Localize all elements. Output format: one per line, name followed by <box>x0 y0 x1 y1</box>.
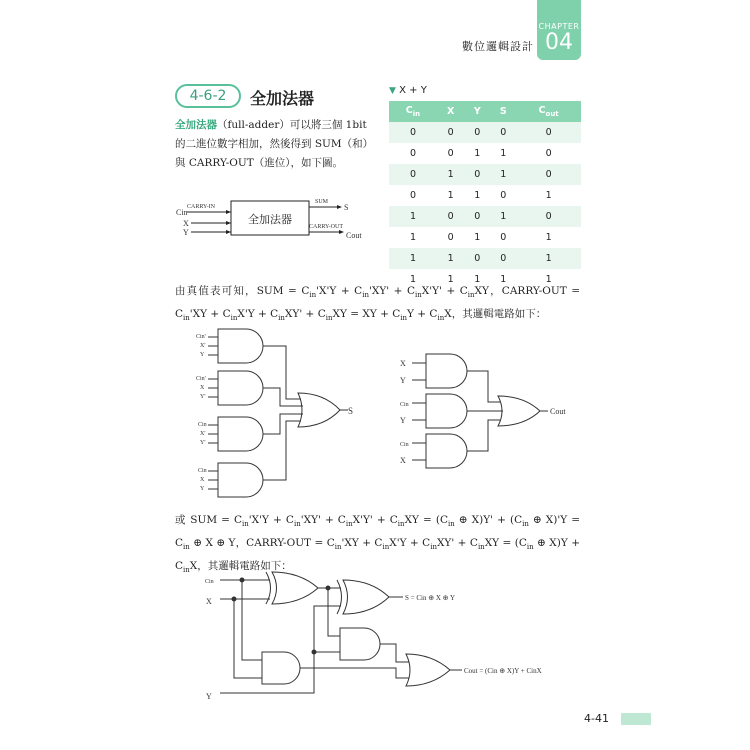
table-row: 0 1 1 0 1 <box>389 185 581 206</box>
header-cin: $C_{in}$ <box>389 101 437 122</box>
c3-x-label: X <box>206 597 212 606</box>
sum-output-label: S <box>348 406 354 416</box>
svg-text:Y: Y <box>400 416 406 425</box>
and-gate-cin-y <box>400 394 467 428</box>
running-header-title: 數位邏輯設計 <box>462 40 534 53</box>
header-x: X <box>437 101 464 122</box>
carry-out-label: CARRY-OUT <box>309 224 344 230</box>
table-row: 0 1 0 1 0 <box>389 164 581 185</box>
and-gate-3 <box>198 417 263 451</box>
table-row: 0 0 0 0 0 <box>389 122 581 143</box>
svg-text:X: X <box>200 477 205 483</box>
chapter-tab <box>537 0 581 60</box>
s-label: S <box>344 203 349 212</box>
section-title: 全加法器 <box>250 89 315 108</box>
svg-text:Y': Y' <box>200 394 206 400</box>
section-number: 4-6-2 <box>175 84 241 108</box>
and-gate-cin-x <box>400 434 467 468</box>
full-adder-block-diagram <box>175 195 375 247</box>
and-gate-a <box>340 628 380 660</box>
svg-text:X': X' <box>200 431 206 437</box>
header-s: S <box>490 101 516 122</box>
cout-label: Cout <box>346 231 362 240</box>
carry-in-label: CARRY-IN <box>187 204 216 210</box>
svg-text:Cin: Cin <box>198 422 207 428</box>
and-gate-4 <box>198 463 263 497</box>
chapter-number: 04 <box>545 30 573 55</box>
or-gate-sum <box>298 393 340 427</box>
table-row: 1 0 0 1 0 <box>389 206 581 227</box>
sum-label: SUM <box>315 199 329 205</box>
paragraph-xor-equation: 或 SUM = $C_{in}'X'Y + C_{in}'XY' + C_{in}X'Y' + C_{in}XY = (C_{in}$ ⊕ $X)Y' + (C_{in}$ ⊕ $X)'Y = C_{in}$ ⊕ X ⊕ Y，CARRY-OUT = $C_{in}'XY + C_{in}X'Y + C_{in}XY' + C_{in}XY = (C_{in}$ ⊕ $X)Y + C_{in}X$，其邏輯電路如下： <box>175 514 581 575</box>
s-output-label: S = Cin ⊕ X ⊕ Y <box>405 594 456 602</box>
paragraph-sum-equation: 由真值表可知，SUM = $C_{in}'X'Y + C_{in}'XY' + C_{in}X'Y' + C_{in}XY$，CARRY-OUT = $C_{in}'XY + C_{in}X'Y + C_{in}XY' + C_{in}XY$ = XY + $C_{in}Y + C_{in}X$，其邏輯電路如下： <box>175 285 581 323</box>
chapter-word: CHAPTER <box>538 22 580 31</box>
svg-text:X': X' <box>200 343 206 349</box>
cin-label: Cin <box>176 208 188 217</box>
svg-text:Y: Y <box>200 486 205 492</box>
carry-circuit-diagram <box>398 350 578 470</box>
xor-gate-1 <box>266 572 318 604</box>
svg-text:Y: Y <box>400 376 406 385</box>
svg-text:Cin': Cin' <box>196 334 206 340</box>
or-gate-cout <box>498 396 540 426</box>
table-row: 1 0 1 0 1 <box>389 227 581 248</box>
x-label: X <box>183 219 189 228</box>
page-number: 4-41 <box>584 712 609 725</box>
table-row: 1 1 0 0 1 <box>389 248 581 269</box>
svg-text:Cin: Cin <box>400 442 409 448</box>
c3-cin-label: Cin <box>205 579 214 585</box>
y-label: Y <box>183 228 189 237</box>
svg-text:Y': Y' <box>200 440 206 446</box>
or-gate-c3 <box>406 654 450 686</box>
svg-text:X: X <box>400 456 406 465</box>
sum-circuit-diagram <box>190 325 360 505</box>
xor-gate-2 <box>337 580 389 614</box>
truth-table-caption <box>389 85 427 96</box>
truth-table-caption-text: X + Y <box>399 85 427 96</box>
svg-text:Y: Y <box>200 352 205 358</box>
cout-output-label-2: Cout = (Cin ⊕ X)Y + CinX <box>464 667 542 675</box>
intro-highlight: 全加法器 <box>175 119 217 131</box>
intro-text: （full-adder）可以將三個 1bit 的二進位數字相加，然後得到 SUM（和）與 CARRY-OUT（進位），如下圖。 <box>175 119 374 169</box>
xor-full-adder-circuit <box>200 568 560 703</box>
truth-table <box>389 101 581 290</box>
svg-text:Cin': Cin' <box>196 376 206 382</box>
and-gate-2 <box>196 371 263 405</box>
cout-output-label: Cout <box>550 407 566 416</box>
and-gate-b <box>262 652 300 684</box>
intro-paragraph <box>175 116 379 173</box>
header-cout: $C_{out}$ <box>516 101 581 122</box>
table-row: 1 1 1 1 1 <box>389 269 581 290</box>
svg-text:Cin: Cin <box>198 468 207 474</box>
svg-text:X: X <box>200 385 205 391</box>
and-gate-xy <box>400 354 467 388</box>
full-adder-box-label: 全加法器 <box>248 213 292 226</box>
c3-y-label: Y <box>206 692 212 701</box>
and-gate-1 <box>196 329 263 363</box>
triangle-icon: ▼ <box>389 86 396 96</box>
page-number-bar <box>621 713 651 725</box>
svg-text:Cin: Cin <box>400 402 409 408</box>
header-y: Y <box>464 101 490 122</box>
table-row: 0 0 1 1 0 <box>389 143 581 164</box>
svg-text:X: X <box>400 359 406 368</box>
